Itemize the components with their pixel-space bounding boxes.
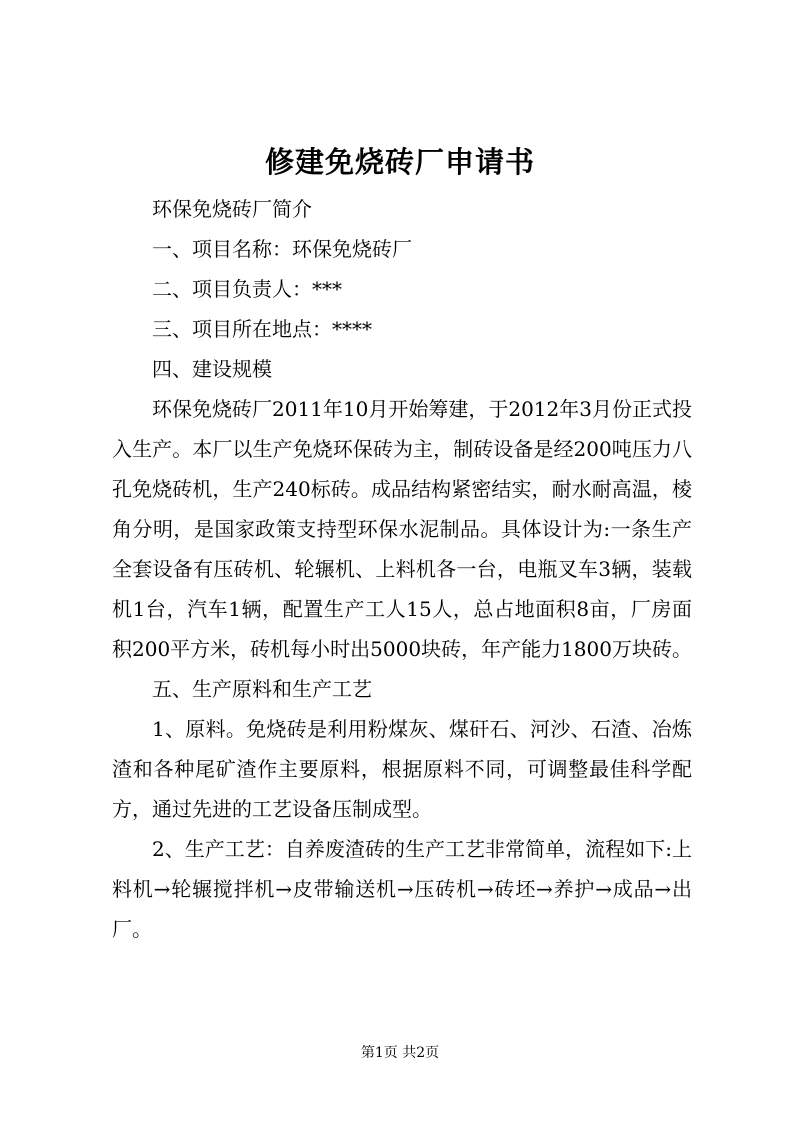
- item-project-location: 三、项目所在地点：****: [152, 317, 372, 341]
- item-project-name: 一、项目名称：环保免烧砖厂: [152, 237, 412, 261]
- paragraph-scale-details: 环保免烧砖厂2011年10月开始筹建，于2012年3月份正式投入生产。本厂以生产免烧环保砖为主，制砖设备是经200吨压力八孔免烧砖机，生产240标砖。成品结构紧密结实，耐水耐高温，棱角分明，是国家政策支持型环保水泥制品。具体设计为:一条生产全套设备有压砖机、轮辗机、上料机各一台，电瓶叉车3辆，装载机1台，汽车1辆，配置生产工人15人，总占地面积8亩，厂房面积200平方米，砖机每小时出5000块砖，年产能力1800万块砖。: [112, 397, 692, 661]
- document-body: [112, 189, 692, 949]
- document-title: 修建免烧砖厂申请书: [264, 145, 535, 179]
- section-heading-intro: 环保免烧砖厂简介: [152, 197, 312, 221]
- paragraph-raw-materials: 1、原料。免烧砖是利用粉煤灰、煤矸石、河沙、石渣、冶炼渣和各种尾矿渣作主要原料，根据原料不同，可调整最佳科学配方，通过先进的工艺设备压制成型。: [112, 717, 692, 821]
- section-heading-scale: 四、建设规模: [152, 357, 272, 381]
- section-heading-materials-process: 五、生产原料和生产工艺: [152, 677, 372, 701]
- page-footer: 第1页 共2页: [360, 1045, 440, 1061]
- paragraph-production-process: 2、生产工艺：自养废渣砖的生产工艺非常简单，流程如下:上料机→轮辗搅拌机→皮带输送机→压砖机→砖坯→养护→成品→出厂。: [112, 837, 692, 941]
- item-project-leader: 二、项目负责人：***: [152, 277, 342, 301]
